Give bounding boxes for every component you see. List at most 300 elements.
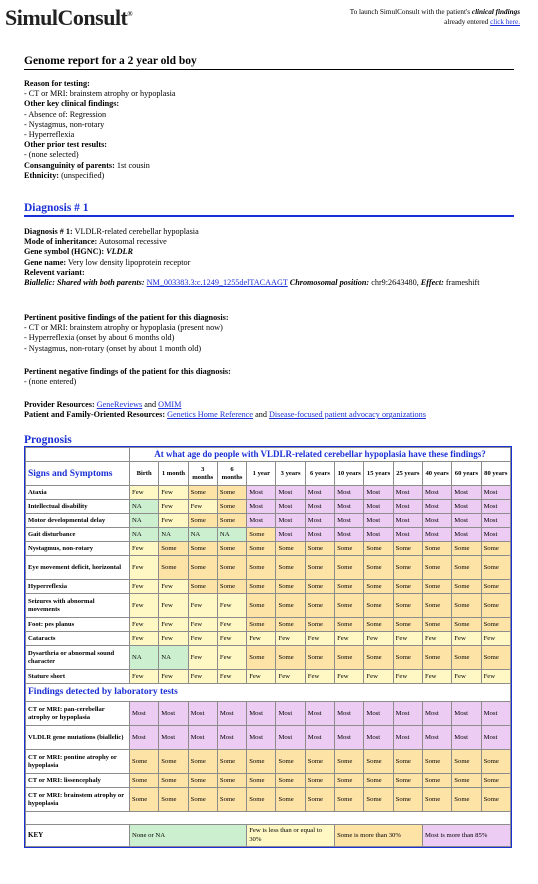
frequency-cell: NA [217,528,246,542]
frequency-cell: Some [422,788,451,812]
frequency-cell: Some [276,556,305,580]
finding-label: CT or MRI: pan-cerebellar atrophy or hypoplasia [26,702,130,726]
frequency-cell: Some [481,618,510,632]
frequency-cell: Some [393,556,422,580]
sign-row [26,486,511,500]
frequency-cell: Some [364,556,393,580]
frequency-cell: Some [305,556,334,580]
launch-instructions: To launch SimulConsult with the patient's clinical findings already entered click here. [349,8,520,26]
frequency-cell: Most [422,726,451,750]
frequency-cell: Some [422,774,451,788]
frequency-cell: Most [335,702,364,726]
frequency-cell: Most [393,500,422,514]
question-row [26,448,511,462]
frequency-cell: Most [452,702,481,726]
gene-symbol: VLDLR [106,247,133,257]
finding-label: CT or MRI: brainstem atrophy or hypoplasia [26,788,130,812]
diagnosis-value: VLDLR-related cerebellar hypoplasia [74,227,199,236]
frequency-cell: Some [276,580,305,594]
prior-item: - (none selected) [24,150,79,160]
finding-label: Hyperreflexia [26,580,130,594]
frequency-cell: Some [335,774,364,788]
frequency-cell: Some [481,788,510,812]
finding-label: Motor developmental delay [26,514,130,528]
frequency-cell: Some [188,514,217,528]
frequency-cell: Some [481,646,510,670]
frequency-cell: Most [247,514,276,528]
frequency-cell: Few [188,670,217,684]
frequency-cell: Some [305,580,334,594]
frequency-cell: Few [159,580,188,594]
frequency-cell: Few [159,632,188,646]
frequency-cell: Most [481,486,510,500]
frequency-cell: Some [217,580,246,594]
frequency-cell: Some [159,556,188,580]
frequency-cell: Most [335,486,364,500]
frequency-cell: Some [159,542,188,556]
frequency-cell: NA [159,646,188,670]
frequency-cell: Some [393,646,422,670]
frequency-cell: Few [305,632,334,646]
frequency-cell: Some [481,594,510,618]
frequency-cell: Most [452,726,481,750]
launch-link[interactable]: click here. [490,17,520,26]
frequency-cell: Most [335,726,364,750]
frequency-cell: Some [305,774,334,788]
frequency-cell: Some [393,750,422,774]
genetics-home-reference-link[interactable]: Genetics Home Reference [167,410,254,420]
frequency-cell: Some [159,774,188,788]
spacer-row [26,812,511,825]
diagnosis-block: Diagnosis # 1: VLDLR-related cerebellar hypoplasia Mode of inheritance: Autosomal recessive Gene symbol (HGNC): VLDLR Gene name: Very low density lipoprotein receptor Relevent variant: Biallelic: Shared with both parents: NM_003383.3:c.1249_1255delTACAAGT Chromosomal position: chr9:2643480, Effect: frameshift [24,227,480,288]
frequency-cell: Most [452,486,481,500]
finding-label: Eye movement deficit, horizontal [26,556,130,580]
page-title: Genome report for a 2 year old boy [24,55,197,67]
frequency-cell: Few [217,632,246,646]
simulconsult-logo: SimulConsult® [5,5,133,30]
inheritance-value: Autosomal recessive [98,237,167,247]
prognosis-heading: Prognosis [24,434,72,446]
frequency-cell: Some [159,750,188,774]
frequency-cell: Some [188,788,217,812]
frequency-cell: Most [452,528,481,542]
negative-finding: - (none entered) [24,377,77,387]
frequency-cell: Few [130,580,159,594]
frequency-cell: Few [335,670,364,684]
finding-item: - Hyperreflexia [24,130,75,140]
frequency-cell: Some [422,594,451,618]
frequency-cell: Most [276,702,305,726]
frequency-cell: Few [217,618,246,632]
finding-label: VLDLR gene mutations (biallelic) [26,726,130,750]
frequency-cell: Some [481,750,510,774]
frequency-cell: Most [188,702,217,726]
sign-row [26,646,511,670]
key-item: Few is less than or equal to 30% [247,825,335,847]
frequency-cell: Most [305,514,334,528]
frequency-cell: Some [247,750,276,774]
omim-link[interactable]: OMIM [158,400,182,409]
frequency-cell: Few [335,632,364,646]
frequency-cell: Most [276,486,305,500]
frequency-cell: Few [159,594,188,618]
sign-row [26,514,511,528]
sign-row [26,556,511,580]
frequency-cell: Most [188,726,217,750]
frequency-cell: NA [130,646,159,670]
frequency-cell: Few [130,556,159,580]
frequency-cell: Most [247,702,276,726]
variant-effect: frameshift [445,278,480,288]
frequency-cell: Most [393,726,422,750]
frequency-cell: Few [364,632,393,646]
lab-row [26,774,511,788]
frequency-cell: Most [276,726,305,750]
frequency-cell: Most [393,486,422,500]
frequency-cell: Few [188,594,217,618]
frequency-cell: Few [422,670,451,684]
frequency-cell: Some [130,788,159,812]
frequency-cell: Some [217,750,246,774]
frequency-cell: Few [159,514,188,528]
question-spacer [26,448,130,462]
positive-finding: - Hyperreflexia (onset by about 6 months old) [24,333,175,343]
negative-findings-block: Pertinent negative findings of the patient for this diagnosis: - (none entered) [24,367,231,387]
frequency-cell: Some [217,542,246,556]
frequency-cell: Some [452,646,481,670]
age-column-header: 40 years [422,462,451,486]
frequency-cell: Most [305,500,334,514]
frequency-cell: Most [217,726,246,750]
key-row [26,825,511,847]
age-column-header: 3 years [276,462,305,486]
frequency-cell: Most [305,486,334,500]
finding-label: Intellectual disability [26,500,130,514]
title-divider [24,69,514,70]
age-column-header: 10 years [335,462,364,486]
spacer-cell [26,812,511,825]
frequency-cell: Most [393,528,422,542]
frequency-cell: Few [130,632,159,646]
frequency-cell: Some [481,556,510,580]
frequency-cell: Most [335,514,364,528]
frequency-cell: Few [159,618,188,632]
sign-row [26,594,511,618]
frequency-cell: Few [130,594,159,618]
frequency-cell: Most [276,500,305,514]
key-item: None or NA [130,825,247,847]
frequency-cell: Few [481,670,510,684]
frequency-cell: Some [364,774,393,788]
age-header-row [26,462,511,486]
frequency-cell: Some [335,556,364,580]
frequency-cell: Most [364,702,393,726]
frequency-cell: Few [159,500,188,514]
reason-item: - CT or MRI: brainstem atrophy or hypoplasia [24,89,176,99]
frequency-cell: Some [276,750,305,774]
frequency-cell: Some [422,750,451,774]
frequency-cell: Few [188,500,217,514]
frequency-cell: Some [364,594,393,618]
age-column-header: 15 years [364,462,393,486]
frequency-cell: Some [247,594,276,618]
frequency-cell: Some [335,618,364,632]
age-column-header: 80 years [481,462,510,486]
frequency-cell: Some [159,788,188,812]
finding-label: Nystagmus, non-rotary [26,542,130,556]
genereviews-link[interactable]: GeneReviews [96,400,143,409]
frequency-cell: Few [481,632,510,646]
diagnosis-heading: Diagnosis # 1 [24,202,89,214]
frequency-cell: Few [247,670,276,684]
frequency-cell: NA [130,514,159,528]
age-column-header: Birth [130,462,159,486]
frequency-cell: NA [188,528,217,542]
frequency-cell: Most [159,702,188,726]
finding-label: Stature short [26,670,130,684]
frequency-cell: Some [364,542,393,556]
frequency-cell: Some [188,556,217,580]
frequency-cell: Most [393,514,422,528]
age-column-header: 6 months [217,462,246,486]
sign-row [26,632,511,646]
frequency-cell: Some [335,542,364,556]
frequency-cell: Some [217,788,246,812]
page-header [0,0,538,40]
frequency-cell: Some [217,486,246,500]
frequency-cell: Few [393,632,422,646]
frequency-cell: Most [422,486,451,500]
reason-block: Reason for testing: - CT or MRI: brainstem atrophy or hypoplasia Other key clinical findings: - Absence of: Regression - Nystagmus, non-rotary - Hyperreflexia Other prior test results: - (none selected) Consanguinity of parents: 1st cousin Ethnicity: (unspecified) [24,79,176,180]
positive-findings-block: Pertinent positive findings of the patient for this diagnosis: - CT or MRI: brainstem atrophy or hypoplasia (present now) - Hyperreflexia (onset by about 6 months old) - Nystagmus, non-rotary (onset by about 1 month old) [24,313,229,353]
finding-label: Foot: pes planus [26,618,130,632]
frequency-cell: Few [276,632,305,646]
frequency-cell: Some [452,774,481,788]
frequency-cell: Some [305,788,334,812]
finding-item: - Absence of: Regression [24,109,107,119]
frequency-cell: Few [130,670,159,684]
lab-row [26,726,511,750]
lab-row [26,788,511,812]
frequency-cell: Some [276,594,305,618]
frequency-cell: Some [247,580,276,594]
frequency-cell: Some [452,788,481,812]
frequency-cell: Some [247,788,276,812]
frequency-cell: Some [393,594,422,618]
prognosis-question: At what age do people with VLDLR-related cerebellar hypoplasia have these findings? [130,448,511,462]
frequency-cell: Some [276,788,305,812]
frequency-cell: Some [188,774,217,788]
sign-row [26,528,511,542]
key-item: Most is more than 85% [422,825,510,847]
frequency-cell: Few [130,542,159,556]
positive-finding: - Nystagmus, non-rotary (onset by about 1 month old) [24,343,202,353]
age-column-header: 25 years [393,462,422,486]
frequency-cell: Some [276,646,305,670]
frequency-cell: Most [247,500,276,514]
frequency-cell: Most [364,514,393,528]
key-item: Some is more than 30% [335,825,423,847]
frequency-cell: Few [217,670,246,684]
frequency-cell: Most [481,514,510,528]
frequency-cell: Most [481,528,510,542]
frequency-cell: Few [188,618,217,632]
frequency-cell: Some [276,542,305,556]
age-column-header: 1 month [159,462,188,486]
gene-name-value: Very low density lipoprotein receptor [67,257,191,267]
frequency-cell: Few [130,486,159,500]
frequency-cell: Most [217,702,246,726]
frequency-cell: Some [247,774,276,788]
sign-row [26,618,511,632]
age-column-header: 1 year [247,462,276,486]
frequency-cell: Few [130,618,159,632]
frequency-cell: Most [276,528,305,542]
frequency-cell: Some [305,594,334,618]
finding-item: - Nystagmus, non-rotary [24,119,105,129]
frequency-cell: Some [188,750,217,774]
sign-row [26,542,511,556]
frequency-cell: Some [393,542,422,556]
frequency-cell: Some [422,618,451,632]
frequency-cell: Some [452,542,481,556]
frequency-cell: Some [188,542,217,556]
age-column-header: 60 years [452,462,481,486]
frequency-cell: Most [481,702,510,726]
lab-row [26,702,511,726]
frequency-cell: Some [481,774,510,788]
frequency-cell: Some [276,618,305,632]
frequency-cell: Few [217,594,246,618]
frequency-cell: Some [217,556,246,580]
frequency-cell: Most [364,486,393,500]
frequency-cell: Some [217,500,246,514]
frequency-cell: Most [364,726,393,750]
frequency-cell: Most [393,702,422,726]
frequency-cell: Some [247,556,276,580]
frequency-cell: Some [422,542,451,556]
frequency-cell: Most [452,500,481,514]
frequency-cell: Some [130,774,159,788]
frequency-cell: Some [305,646,334,670]
frequency-cell: Some [481,542,510,556]
frequency-cell: Most [305,726,334,750]
frequency-cell: Most [335,500,364,514]
frequency-cell: Most [364,528,393,542]
frequency-cell: Some [305,542,334,556]
frequency-cell: NA [130,528,159,542]
frequency-cell: Few [276,670,305,684]
finding-label: CT or MRI: pontine atrophy or hypoplasia [26,750,130,774]
frequency-cell: Some [452,618,481,632]
frequency-cell: Some [335,788,364,812]
frequency-cell: Some [422,556,451,580]
frequency-cell: NA [130,500,159,514]
frequency-cell: Some [452,556,481,580]
frequency-cell: Few [452,670,481,684]
frequency-cell: Some [305,750,334,774]
frequency-cell: Some [335,646,364,670]
frequency-cell: Some [481,580,510,594]
frequency-cell: Some [452,580,481,594]
frequency-cell: Some [247,542,276,556]
frequency-cell: Most [130,726,159,750]
frequency-cell: Some [217,774,246,788]
positive-finding: - CT or MRI: brainstem atrophy or hypoplasia (present now) [24,323,223,333]
advocacy-organizations-link[interactable]: Disease-focused patient advocacy organizations [268,410,426,420]
frequency-cell: Few [217,646,246,670]
frequency-cell: Most [481,726,510,750]
sign-row [26,500,511,514]
frequency-cell: Most [422,702,451,726]
finding-label: Dysarthria or abnormal sound character [26,646,130,670]
finding-label: Cataracts [26,632,130,646]
frequency-cell: Few [188,646,217,670]
frequency-cell: Some [247,618,276,632]
frequency-cell: Some [364,788,393,812]
frequency-cell: Most [452,514,481,528]
frequency-cell: Most [276,514,305,528]
frequency-cell: Most [364,500,393,514]
frequency-cell: Some [422,580,451,594]
frequency-cell: Few [393,670,422,684]
signs-header: Signs and Symptoms [26,462,130,486]
lab-section-header: Findings detected by laboratory tests [26,684,511,702]
frequency-cell: Few [159,670,188,684]
frequency-cell: Few [159,486,188,500]
lab-row [26,750,511,774]
frequency-cell: Most [130,702,159,726]
lab-section-row [26,684,511,702]
frequency-cell: Most [247,486,276,500]
consanguinity-value: 1st cousin [116,160,150,170]
frequency-cell: Most [481,500,510,514]
frequency-cell: Some [452,594,481,618]
age-column-header: 6 years [305,462,334,486]
key-label: KEY [26,825,130,847]
frequency-cell: Some [217,514,246,528]
finding-label: Ataxia [26,486,130,500]
prognosis-table-frame [24,446,512,848]
frequency-cell: Some [364,646,393,670]
resources-block: Provider Resources: GeneReviews and OMIM Patient and Family-Oriented Resources: Genetics Home Reference and Disease-focused patient advocacy organizations [24,400,426,420]
finding-label: Gait disturbance [26,528,130,542]
sign-row [26,580,511,594]
prognosis-table [25,447,511,847]
frequency-cell: Some [364,580,393,594]
diagnosis-divider [24,215,514,217]
variant-link[interactable]: NM_003383.3:c.1249_1255delTACAAGT [146,278,288,288]
frequency-cell: Most [247,726,276,750]
frequency-cell: Some [247,528,276,542]
frequency-cell: NA [159,528,188,542]
frequency-cell: Some [364,618,393,632]
frequency-cell: Some [364,750,393,774]
sign-row [26,670,511,684]
finding-label: CT or MRI: lissencephaly [26,774,130,788]
frequency-cell: Some [247,646,276,670]
frequency-cell: Few [422,632,451,646]
age-column-header: 3 months [188,462,217,486]
frequency-cell: Some [335,594,364,618]
frequency-cell: Few [188,632,217,646]
frequency-cell: Some [393,774,422,788]
frequency-cell: Most [422,514,451,528]
frequency-cell: Some [393,788,422,812]
frequency-cell: Most [422,528,451,542]
frequency-cell: Some [188,580,217,594]
frequency-cell: Most [422,500,451,514]
